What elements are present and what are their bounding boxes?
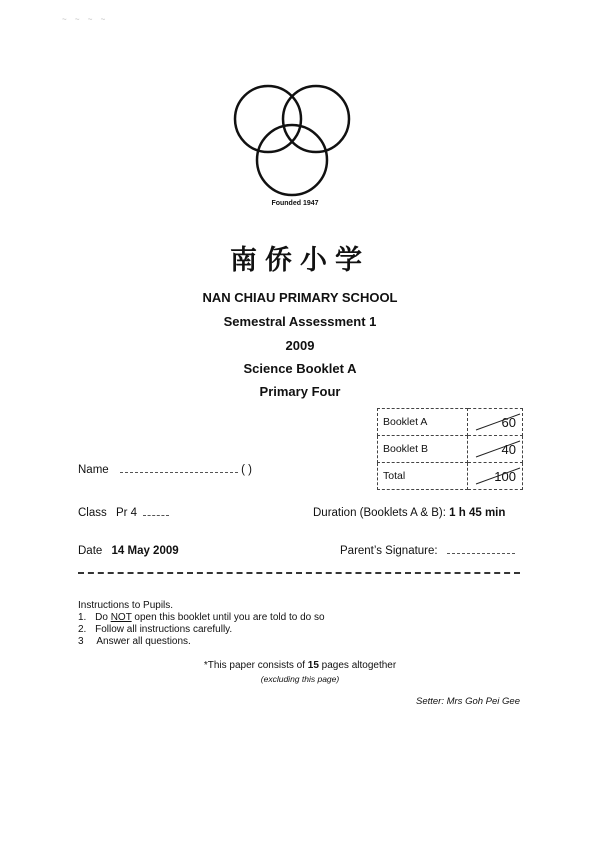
score-row: [378, 436, 523, 463]
instruction-text: Answer all questions.: [96, 636, 191, 647]
instruction-item: [78, 612, 325, 623]
score-cell: [468, 463, 523, 490]
date-field: [78, 545, 179, 557]
score-row: [378, 409, 523, 436]
school-name-chinese: 南侨小学: [230, 245, 370, 276]
duration-field: [313, 507, 505, 519]
score-label: Total: [378, 463, 468, 490]
name-label: Name: [78, 464, 109, 476]
name-field: [78, 464, 252, 476]
class-value: Pr 4: [115, 507, 138, 519]
signature-field: [340, 545, 515, 557]
instruction-text-pre: Do: [95, 612, 111, 623]
duration-value: 1 h 45 min: [449, 507, 506, 519]
score-cell: [468, 436, 523, 463]
assessment-title: Semestral Assessment 1: [223, 314, 377, 329]
page-count-post: pages altogether: [318, 660, 397, 671]
instruction-item: [78, 636, 191, 647]
instruction-number: 1.: [78, 612, 87, 623]
signature-label: Parent’s Signature:: [340, 545, 438, 557]
date-value: 14 May 2009: [111, 545, 179, 557]
instruction-text-post: open this booklet until you are told to do so: [131, 612, 325, 623]
class-label: Class: [78, 507, 107, 519]
class-blank[interactable]: [143, 515, 169, 516]
instruction-number: 2.: [78, 624, 87, 635]
score-label: Booklet B: [378, 436, 468, 463]
subject-title: Science Booklet A: [243, 361, 357, 376]
setter-credit: Setter: Mrs Goh Pei Gee: [415, 696, 520, 707]
score-slash: [474, 440, 524, 458]
page-count-note: [150, 660, 450, 671]
level-title: Primary Four: [259, 384, 341, 399]
score-row: [378, 463, 523, 490]
signature-blank[interactable]: [447, 553, 515, 554]
scan-noise: ~ ~ ~ ~: [62, 15, 109, 24]
score-value: 40: [501, 441, 516, 457]
page-count-pre: *This paper consists of: [203, 660, 308, 671]
school-logo: [230, 84, 358, 200]
name-suffix: ( ): [241, 464, 252, 476]
score-slash: [474, 413, 524, 431]
instruction-text: Follow all instructions carefully.: [95, 624, 233, 635]
assessment-year: 2009: [285, 338, 315, 353]
duration-label: Duration (Booklets A & B):: [313, 507, 446, 519]
instruction-emphasis: NOT: [110, 612, 132, 623]
excluding-note: (excluding this page): [260, 674, 340, 684]
score-value: 60: [501, 414, 516, 430]
instruction-item: [78, 624, 232, 635]
instructions-title: Instructions to Pupils.: [78, 600, 174, 611]
founded-year: Founded 1947: [271, 200, 319, 207]
score-value: 100: [494, 468, 516, 484]
date-label: Date: [78, 545, 103, 557]
instruction-number: 3: [78, 636, 84, 647]
school-name: NAN CHIAU PRIMARY SCHOOL: [202, 290, 398, 305]
name-blank[interactable]: [120, 472, 238, 473]
score-cell: [468, 409, 523, 436]
section-divider: [78, 572, 520, 574]
class-field: [78, 507, 169, 519]
page-count: 15: [307, 660, 319, 671]
score-table: [377, 408, 523, 490]
score-label: Booklet A: [378, 409, 468, 436]
score-slash: [474, 467, 524, 485]
